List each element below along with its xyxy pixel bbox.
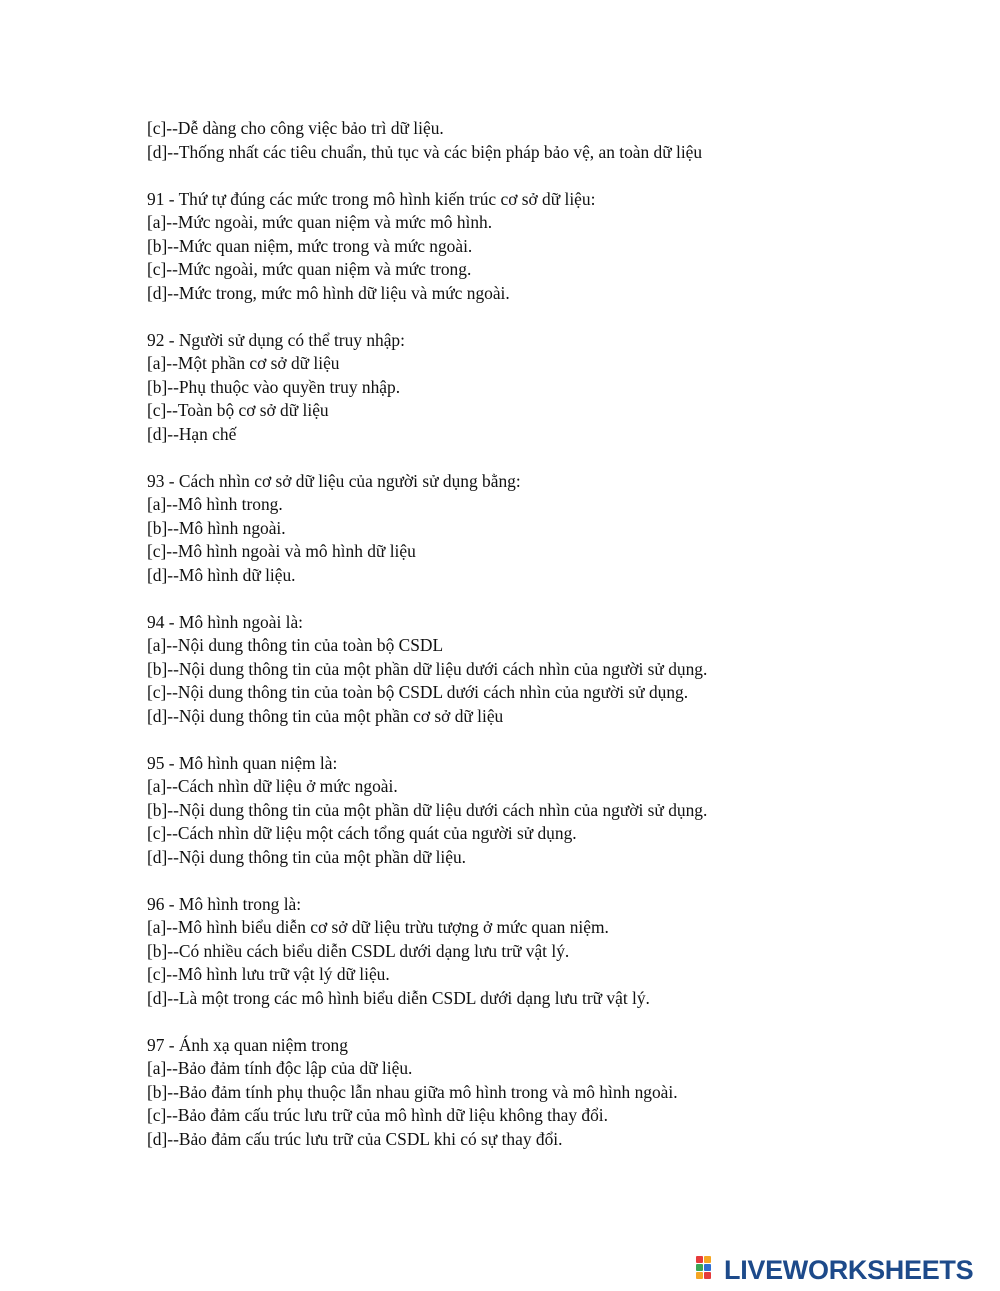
option-a: [a]--Mức ngoài, mức quan niệm và mức mô hình. [147, 212, 493, 232]
option-a: [a]--Nội dung thông tin của toàn bộ CSDL [147, 635, 444, 655]
question-93 [147, 470, 967, 588]
question-text: 93 - Cách nhìn cơ sở dữ liệu của người sử dụng bằng: [147, 470, 521, 491]
option-b: [b]--Phụ thuộc vào quyền truy nhập. [147, 376, 401, 397]
question-94 [147, 611, 967, 729]
question-92 [147, 329, 967, 447]
option-c: [c]--Nội dung thông tin của toàn bộ CSDL dưới cách nhìn của người sử dụng. [147, 682, 689, 702]
question-95 [147, 752, 967, 870]
option-a: [a]--Cách nhìn dữ liệu ở mức ngoài. [147, 776, 398, 796]
option-c: [c]--Mức ngoài, mức quan niệm và mức trong. [147, 259, 472, 279]
liveworksheets-logo-icon [696, 1256, 720, 1284]
intro-line: [c]--Dễ dàng cho công việc bảo trì dữ liệu. [147, 118, 444, 138]
intro-block [147, 117, 967, 164]
option-d: [d]--Nội dung thông tin của một phần dữ liệu. [147, 846, 467, 867]
question-text: 92 - Người sử dụng có thể truy nhập: [147, 329, 405, 350]
option-b: [b]--Có nhiều cách biểu diễn CSDL dưới dạng lưu trữ vật lý. [147, 940, 570, 961]
question-96 [147, 893, 967, 1011]
option-c: [c]--Cách nhìn dữ liệu một cách tổng quát của người sử dụng. [147, 823, 577, 843]
question-text: 97 - Ánh xạ quan niệm trong [147, 1034, 348, 1055]
option-b: [b]--Nội dung thông tin của một phần dữ liệu dưới cách nhìn của người sử dụng. [147, 658, 708, 679]
option-c: [c]--Toàn bộ cơ sở dữ liệu [147, 400, 329, 420]
option-a: [a]--Mô hình trong. [147, 494, 283, 514]
option-b: [b]--Nội dung thông tin của một phần dữ liệu dưới cách nhìn của người sử dụng. [147, 799, 708, 820]
worksheet-content [147, 117, 967, 1151]
option-d: [d]--Nội dung thông tin của một phần cơ sở dữ liệu [147, 705, 504, 726]
intro-line: [d]--Thống nhất các tiêu chuẩn, thủ tục và các biện pháp bảo vệ, an toàn dữ liệu [147, 141, 703, 162]
liveworksheets-wordmark: LIVEWORKSHEETS [724, 1254, 974, 1285]
option-c: [c]--Mô hình lưu trữ vật lý dữ liệu. [147, 964, 390, 984]
option-d: [d]--Là một trong các mô hình biểu diễn CSDL dưới dạng lưu trữ vật lý. [147, 987, 650, 1008]
option-c: [c]--Mô hình ngoài và mô hình dữ liệu [147, 541, 416, 561]
question-text: 96 - Mô hình trong là: [147, 893, 302, 914]
option-b: [b]--Mức quan niệm, mức trong và mức ngoài. [147, 235, 473, 256]
liveworksheets-brand [696, 1254, 973, 1286]
option-b: [b]--Mô hình ngoài. [147, 517, 286, 538]
option-d: [d]--Bảo đảm cấu trúc lưu trữ của CSDL khi có sự thay đổi. [147, 1128, 563, 1149]
option-b: [b]--Bảo đảm tính phụ thuộc lẫn nhau giữa mô hình trong và mô hình ngoài. [147, 1081, 678, 1102]
option-d: [d]--Mức trong, mức mô hình dữ liệu và mức ngoài. [147, 282, 510, 303]
option-a: [a]--Mô hình biểu diễn cơ sở dữ liệu trừu tượng ở mức quan niệm. [147, 917, 609, 937]
option-c: [c]--Bảo đảm cấu trúc lưu trữ của mô hình dữ liệu không thay đổi. [147, 1105, 608, 1125]
question-text: 94 - Mô hình ngoài là: [147, 611, 304, 632]
option-d: [d]--Hạn chế [147, 423, 237, 444]
question-91 [147, 188, 967, 306]
option-a: [a]--Một phần cơ sở dữ liệu [147, 353, 340, 373]
option-d: [d]--Mô hình dữ liệu. [147, 564, 296, 585]
question-text: 91 - Thứ tự đúng các mức trong mô hình kiến trúc cơ sở dữ liệu: [147, 188, 596, 209]
question-97 [147, 1034, 967, 1152]
option-a: [a]--Bảo đảm tính độc lập của dữ liệu. [147, 1058, 413, 1078]
question-text: 95 - Mô hình quan niệm là: [147, 752, 338, 773]
